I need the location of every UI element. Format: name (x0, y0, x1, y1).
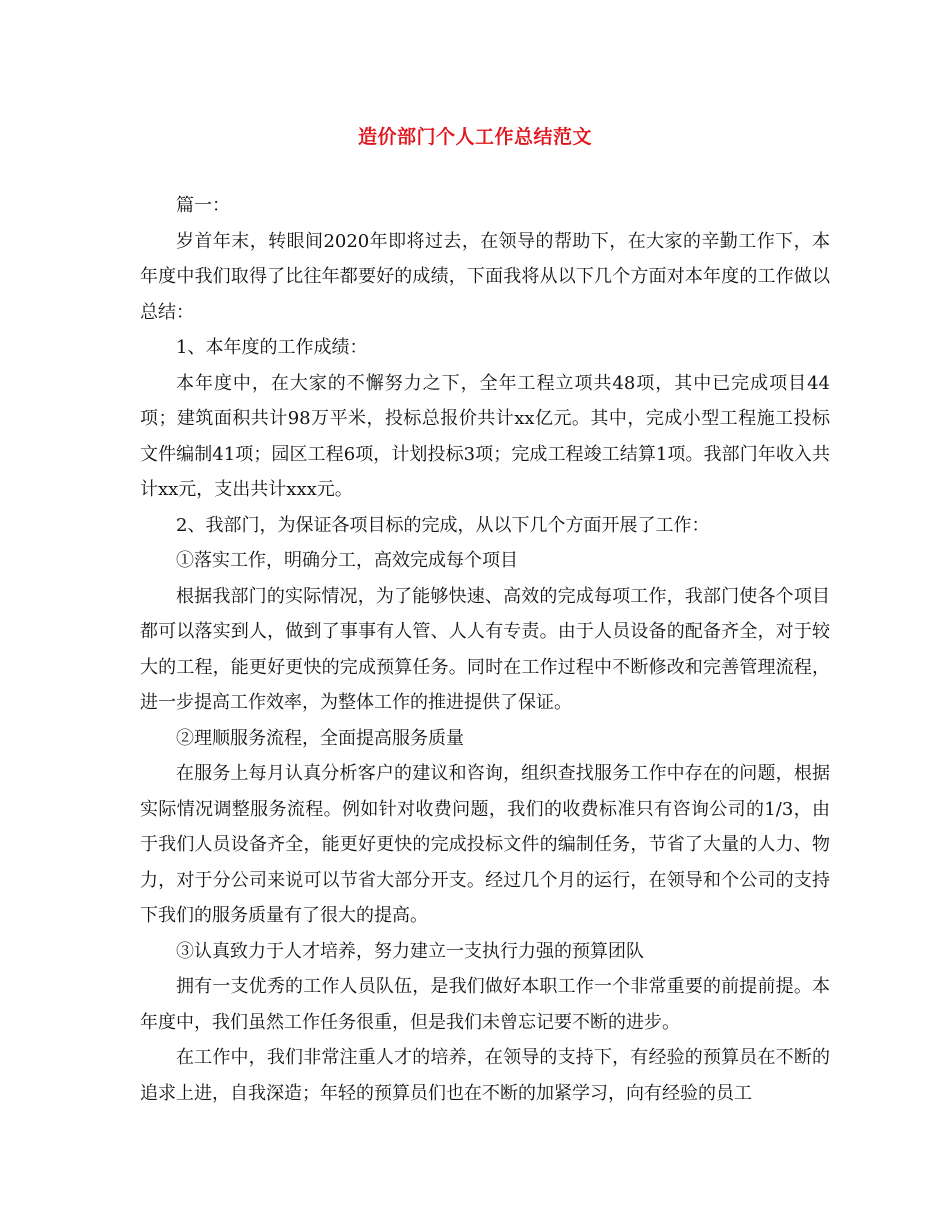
paragraph-heading-1: 1、本年度的工作成绩： (176, 337, 368, 358)
document-body (140, 188, 830, 1111)
document-title: 造价部门个人工作总结范文 (357, 126, 592, 148)
paragraph-achievements: 本年度中，在大家的不懈努力之下，全年工程立项共48项，其中已完成项目44项；建筑面积共计98万平米，投标总报价共计xx亿元。其中，完成小型工程施工投标文件编制41项；园区工程6项，计划投标3项；完成工程竣工结算1项。我部门年收入共计xx元，支出共计xxx元。 (140, 372, 830, 500)
paragraph-heading-2: 2、我部门，为保证各项目标的完成，从以下几个方面开展了工作： (176, 514, 710, 536)
paragraph-section-label: 篇一： (176, 195, 230, 216)
paragraph-intro: 岁首年末，转眼间2020年即将过去，在领导的帮助下，在大家的辛勤工作下，本年度中我们取得了比往年都要好的成绩，下面我将从以下几个方面对本年度的工作做以总结： (140, 230, 830, 323)
paragraph-subheading-2: ②理顺服务流程，全面提高服务质量 (176, 727, 464, 749)
paragraph-subheading-1: ①落实工作，明确分工，高效完成每个项目 (176, 550, 518, 571)
paragraph-team: 拥有一支优秀的工作人员队伍，是我们做好本职工作一个非常重要的前提前提。本年度中，我们虽然工作任务很重，但是我们未曾忘记要不断的进步。 (140, 976, 830, 1033)
paragraph-training: 在工作中，我们非常注重人才的培养，在领导的支持下，有经验的预算员在不断的追求上进，自我深造；年轻的预算员们也在不断的加紧学习，向有经验的员工 (140, 1047, 830, 1104)
paragraph-subheading-3: ③认真致力于人才培养，努力建立一支执行力强的预算团队 (176, 940, 644, 962)
paragraph-implementation: 根据我部门的实际情况，为了能够快速、高效的完成每项工作，我部门使各个项目都可以落实到人，做到了事事有人管、人人有专责。由于人员设备的配备齐全，对于较大的工程，能更好更快的完成预算任务。同时在工作过程中不断修改和完善管理流程，进一步提高工作效率，为整体工作的推进提供了保证。 (140, 585, 830, 713)
paragraph-service: 在服务上每月认真分析客户的建议和咨询，组织查找服务工作中存在的问题，根据实际情况调整服务流程。例如针对收费问题，我们的收费标准只有咨询公司的1/3，由于我们人员设备齐全，能更好更快的完成投标文件的编制任务，节省了大量的人力、物力，对于分公司来说可以节省大部分开支。经过几个月的运行，在领导和个公司的支持下我们的服务质量有了很大的提高。 (140, 763, 830, 926)
